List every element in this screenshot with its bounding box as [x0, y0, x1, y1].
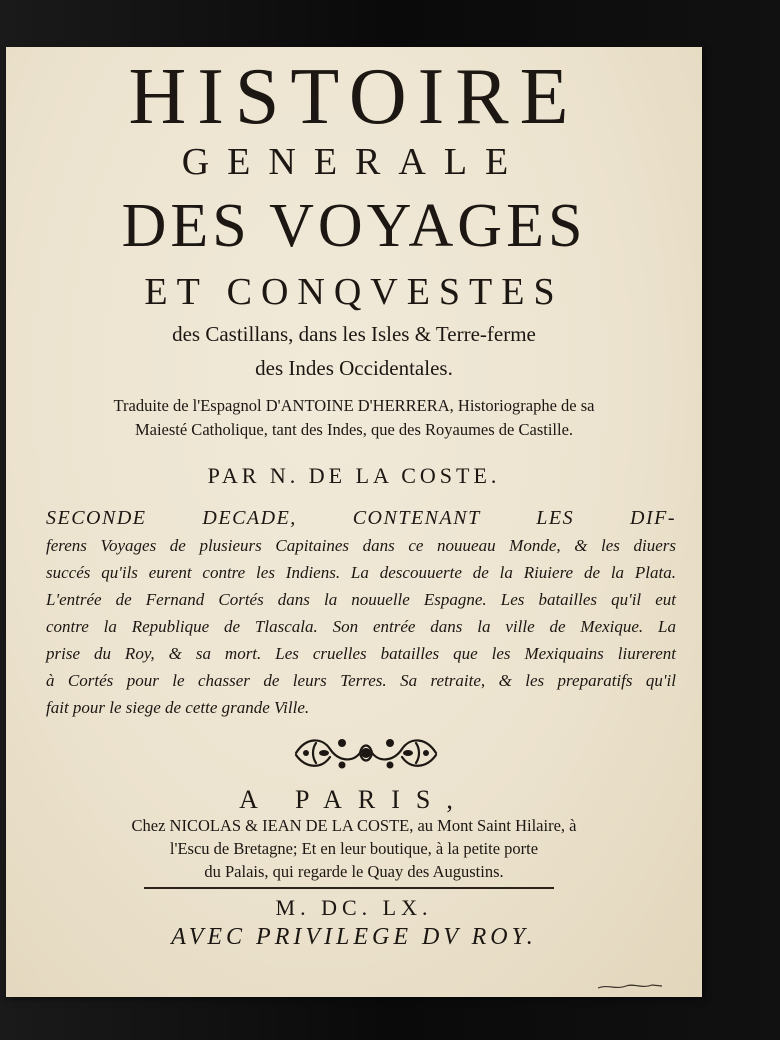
publication-date: M. DC. LX. — [275, 895, 433, 920]
decade-line: fait pour le siege de cette grande Ville. — [46, 698, 310, 717]
title-page — [6, 47, 702, 997]
decade-line: L'entrée de Fernand Cortés dans la nouuelle Espagne. Les batailles qu'il eut — [46, 590, 676, 609]
horizontal-rule — [144, 887, 554, 889]
subtitle-castillans: des Castillans, dans les Isles & Terre-ferme — [172, 322, 536, 346]
translation-line-1: Traduite de l'Espagnol D'ANTOINE D'HERRERA, Historiographe de sa — [113, 396, 595, 415]
imprint-line-2: l'Escu de Bretagne; Et en leur boutique, à la petite porte — [169, 839, 539, 858]
title-conquestes: ET CONQVESTES — [144, 271, 564, 313]
decade-line: à Cortés pour le chasser de leurs Terres. Sa retraite, & les preparatifs qu'il — [46, 671, 676, 690]
imprint-line-1: Chez NICOLAS & IEAN DE LA COSTE, au Mont Saint Hilaire, à — [131, 816, 577, 835]
imprint-city: A PARIS, — [239, 785, 469, 814]
decade-line: prise du Roy, & sa mort. Les cruelles batailles que les Mexiquains liurerent — [46, 644, 676, 663]
title-generale: GENERALE — [181, 141, 527, 183]
handwritten-mark-icon — [596, 979, 666, 993]
imprint-line-3: du Palais, qui regarde le Quay des Augustins. — [204, 862, 504, 881]
title-histoire: HISTOIRE — [128, 53, 580, 141]
decade-description — [46, 505, 676, 721]
subtitle-indes: des Indes Occidentales. — [255, 356, 453, 380]
decade-line: succés qu'ils eurent contre les Indiens. La descouuerte de la Riuiere de la Plata. — [46, 563, 676, 582]
decade-line: contre la Republique de Tlascala. Son entrée dans la ville de Mexique. La — [46, 617, 676, 636]
decade-line: ferens Voyages de plusieurs Capitaines dans ce nouueau Monde, & les diuers — [46, 536, 676, 555]
translation-line-2: Maiesté Catholique, tant des Indes, que des Royaumes de Castille. — [134, 420, 574, 439]
author-line: PAR N. DE LA COSTE. — [207, 463, 501, 488]
decade-line: SECONDE DECADE, CONTENANT LES DIF- — [46, 507, 676, 529]
title-des-voyages: DES VOYAGES — [121, 192, 587, 260]
floral-ornament-icon — [286, 729, 446, 777]
privilege-line: AVEC PRIVILEGE DV ROY. — [171, 924, 537, 950]
